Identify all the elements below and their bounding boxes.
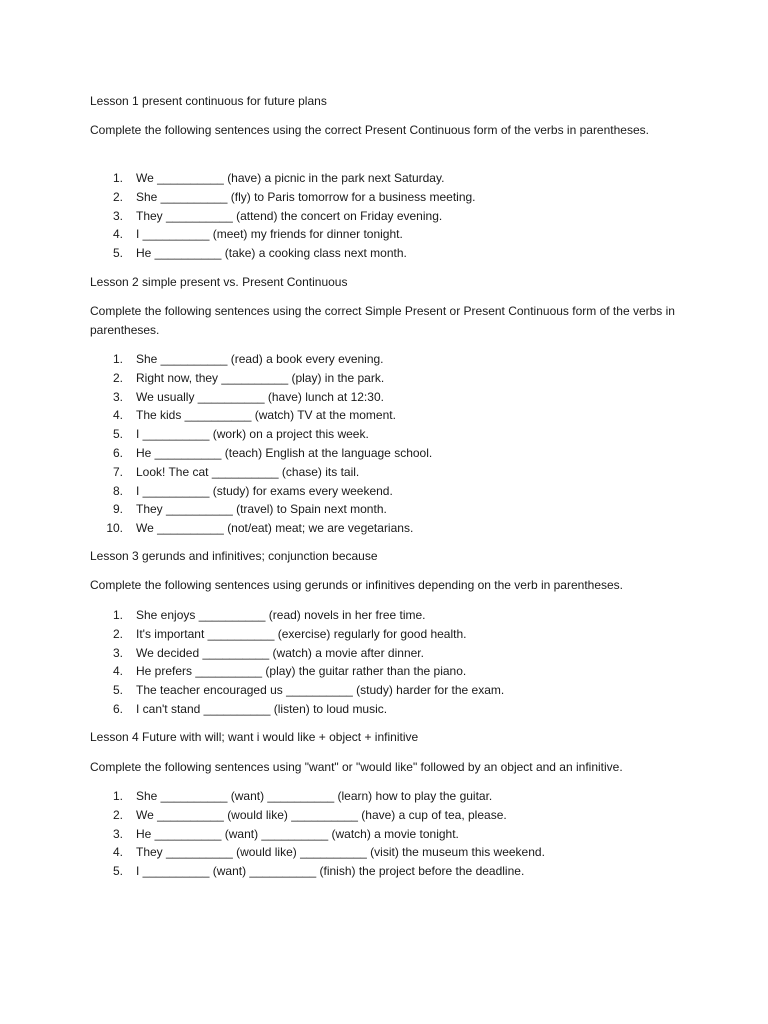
- list-item: [90, 406, 680, 425]
- item-text: Look! The cat __________ (chase) its tail.: [136, 464, 360, 479]
- item-text: He __________ (teach) English at the language school.: [136, 445, 433, 460]
- item-text: The kids __________ (watch) TV at the moment.: [136, 408, 396, 423]
- item-text: Right now, they __________ (play) in the park.: [136, 370, 385, 385]
- item-text: He __________ (want) __________ (watch) a movie tonight.: [136, 826, 459, 841]
- item-text: I __________ (work) on a project this week.: [136, 427, 369, 442]
- list-item: [90, 843, 680, 862]
- item-text: She __________ (want) __________ (learn) how to play the guitar.: [136, 789, 493, 803]
- item-number: 1.: [112, 789, 123, 803]
- lesson-1-title: Lesson 1 present continuous for future plans: [90, 94, 327, 108]
- list-item: [90, 519, 680, 538]
- item-number: 5.: [112, 246, 123, 261]
- list-item: [90, 806, 680, 825]
- list-item: [90, 225, 680, 244]
- lesson-2-exercise-list: [90, 350, 680, 538]
- list-item: [90, 169, 680, 188]
- lesson-1-exercise-list: [90, 169, 680, 263]
- item-number: 2.: [112, 807, 123, 822]
- list-item: [90, 482, 680, 501]
- item-text: He prefers __________ (play) the guitar rather than the piano.: [136, 664, 467, 679]
- list-item: [90, 388, 680, 407]
- list-item: [90, 681, 680, 700]
- item-number: 2.: [112, 626, 123, 641]
- item-number: 3.: [112, 389, 123, 404]
- item-text: I __________ (want) __________ (finish) the project before the deadline.: [136, 864, 525, 879]
- list-item: [90, 825, 680, 844]
- item-number: 6.: [112, 445, 123, 460]
- list-item: [90, 625, 680, 644]
- lesson-3-title: Lesson 3 gerunds and infinitives; conjunction because: [90, 549, 378, 563]
- list-item: [90, 787, 680, 806]
- item-text: I __________ (meet) my friends for dinner tonight.: [136, 227, 403, 242]
- item-text: She __________ (read) a book every evening.: [136, 352, 384, 366]
- item-text: We __________ (not/eat) meat; we are vegetarians.: [136, 521, 414, 536]
- list-item: [90, 662, 680, 681]
- list-item: [90, 425, 680, 444]
- item-number: 5.: [112, 864, 123, 879]
- item-text: She enjoys __________ (read) novels in her free time.: [136, 608, 426, 622]
- lesson-2-instruction: Complete the following sentences using the correct Simple Present or Present Continuous form of the verbs in parentheses.: [90, 304, 675, 337]
- lesson-4-instruction: Complete the following sentences using "want" or "would like" followed by an object and an infinitive.: [90, 760, 623, 774]
- item-text: I can't stand __________ (listen) to loud music.: [136, 701, 388, 716]
- item-number: 1.: [112, 608, 123, 622]
- lesson-4-exercise-list: [90, 787, 680, 881]
- item-number: 1.: [112, 171, 123, 185]
- item-text: We __________ (have) a picnic in the park next Saturday.: [136, 171, 445, 185]
- list-item: [90, 463, 680, 482]
- list-item: [90, 188, 680, 207]
- item-number: 2.: [112, 189, 123, 204]
- item-number: 4.: [112, 408, 123, 423]
- item-number: 4.: [112, 227, 123, 242]
- item-number: 3.: [112, 208, 123, 223]
- list-item: [90, 606, 680, 625]
- item-number: 3.: [112, 826, 123, 841]
- item-number: 7.: [112, 464, 123, 479]
- item-text: They __________ (attend) the concert on Friday evening.: [136, 208, 443, 223]
- item-number: 4.: [112, 664, 123, 679]
- item-text: We __________ (would like) __________ (have) a cup of tea, please.: [136, 807, 507, 822]
- item-text: The teacher encouraged us __________ (study) harder for the exam.: [136, 683, 505, 698]
- item-text: They __________ (would like) __________ (visit) the museum this weekend.: [136, 845, 545, 860]
- item-text: We decided __________ (watch) a movie after dinner.: [136, 645, 424, 660]
- list-item: [90, 244, 680, 263]
- item-text: They __________ (travel) to Spain next month.: [136, 502, 387, 517]
- item-number: 8.: [112, 483, 123, 498]
- list-item: [90, 700, 680, 719]
- item-text: He __________ (take) a cooking class next month.: [136, 246, 407, 261]
- item-text: I __________ (study) for exams every weekend.: [136, 483, 393, 498]
- lesson-4-title: Lesson 4 Future with will; want i would like + object + infinitive: [90, 730, 419, 744]
- list-item: [90, 500, 680, 519]
- list-item: [90, 350, 680, 369]
- list-item: [90, 644, 680, 663]
- item-text: We usually __________ (have) lunch at 12:30.: [136, 389, 384, 404]
- lesson-2-title: Lesson 2 simple present vs. Present Continuous: [90, 275, 348, 289]
- item-number: 5.: [112, 683, 123, 698]
- lesson-3-instruction: Complete the following sentences using gerunds or infinitives depending on the verb in parentheses.: [90, 578, 624, 592]
- lesson-1-instruction: Complete the following sentences using the correct Present Continuous form of the verbs in parentheses.: [90, 123, 649, 137]
- list-item: [90, 207, 680, 226]
- item-number: 6.: [112, 701, 123, 716]
- item-text: She __________ (fly) to Paris tomorrow for a business meeting.: [136, 189, 476, 204]
- item-number: 3.: [112, 645, 123, 660]
- item-number: 4.: [112, 845, 123, 860]
- lesson-3-exercise-list: [90, 606, 680, 719]
- list-item: [90, 369, 680, 388]
- item-number: 1.: [112, 352, 123, 366]
- item-text: It's important __________ (exercise) regularly for good health.: [136, 626, 467, 641]
- item-number: 2.: [112, 370, 123, 385]
- list-item: [90, 862, 680, 881]
- item-number: 5.: [112, 427, 123, 442]
- list-item: [90, 444, 680, 463]
- item-number: 9.: [112, 502, 123, 517]
- item-number: 10.: [106, 521, 123, 536]
